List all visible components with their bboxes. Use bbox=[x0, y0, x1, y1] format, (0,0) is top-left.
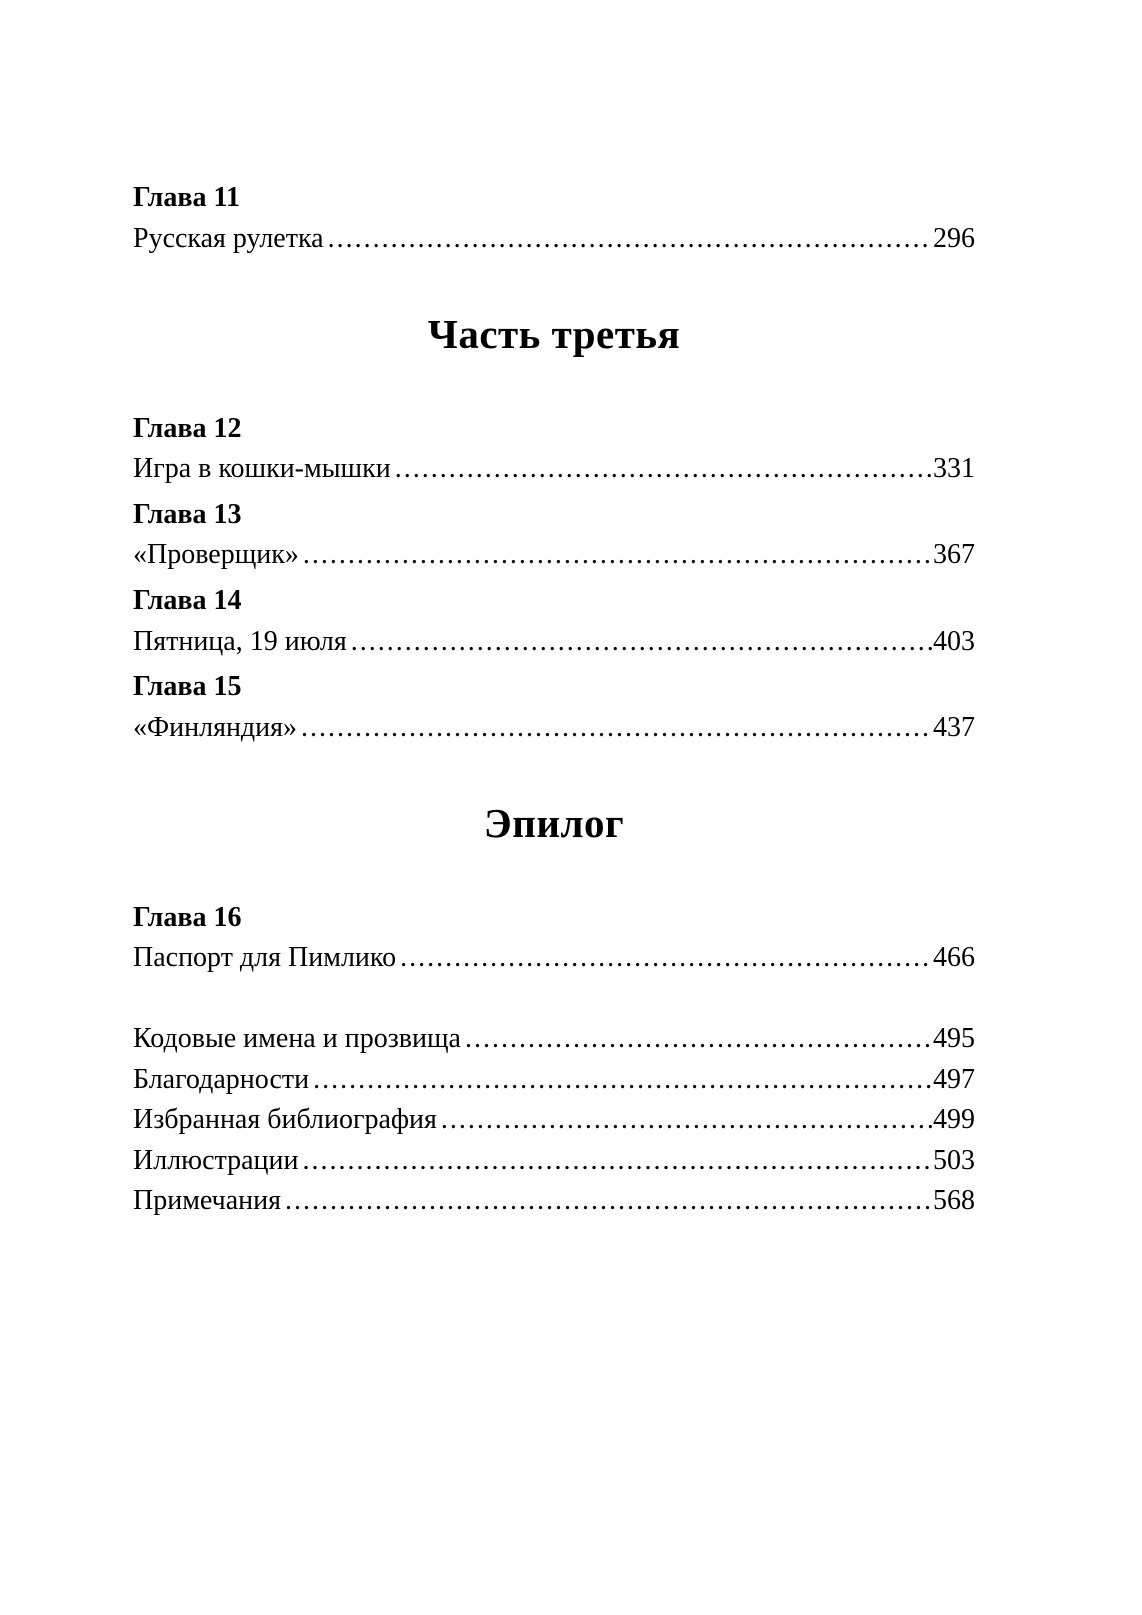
dot-leader bbox=[395, 449, 932, 490]
chapter-label: Глава 11 bbox=[133, 182, 240, 213]
chapter-label: Глава 16 bbox=[133, 901, 242, 933]
chapter-title: Паспорт для Пимлико bbox=[133, 942, 397, 974]
dot-leader bbox=[351, 622, 932, 663]
toc-row bbox=[133, 219, 975, 260]
page-number: 367 bbox=[933, 539, 975, 571]
dot-leader bbox=[400, 938, 932, 979]
dot-leader bbox=[301, 708, 932, 749]
page-number: 331 bbox=[933, 453, 975, 485]
toc-row bbox=[133, 938, 975, 979]
toc-entry-chapter-12 bbox=[133, 409, 975, 490]
toc-entry-bibliography bbox=[133, 1100, 975, 1141]
dot-leader bbox=[302, 1141, 932, 1182]
toc-row bbox=[133, 535, 975, 576]
section-heading-epilogue: Эпилог bbox=[483, 800, 625, 847]
toc-entry-chapter-16 bbox=[133, 898, 975, 979]
dot-leader bbox=[303, 535, 932, 576]
page-number: 499 bbox=[933, 1104, 975, 1136]
chapter-label: Глава 14 bbox=[133, 585, 242, 616]
entry-title: Избранная библиография bbox=[133, 1104, 437, 1136]
entry-title: Благодарности bbox=[133, 1063, 310, 1095]
toc-row bbox=[133, 449, 975, 490]
toc-entry-chapter-11 bbox=[133, 178, 975, 259]
chapter-title: Русская рулетка bbox=[133, 222, 324, 254]
toc-row bbox=[133, 708, 975, 749]
page-number: 466 bbox=[933, 942, 975, 974]
dot-leader bbox=[441, 1100, 932, 1141]
page-number: 568 bbox=[933, 1185, 975, 1217]
entry-title: Иллюстрации bbox=[133, 1144, 299, 1176]
toc-entry-notes bbox=[133, 1181, 975, 1222]
toc-entry-chapter-15 bbox=[133, 667, 975, 748]
back-matter-list bbox=[133, 1019, 975, 1222]
chapter-title: Пятница, 19 июля bbox=[133, 625, 347, 657]
section-heading-part-three: Часть третья bbox=[427, 311, 681, 358]
chapter-title: «Проверщик» bbox=[133, 539, 299, 571]
page-number: 495 bbox=[933, 1023, 975, 1054]
page-number: 503 bbox=[933, 1144, 975, 1176]
chapter-label: Глава 12 bbox=[133, 412, 242, 444]
entry-title: Кодовые имена и прозвища bbox=[133, 1023, 461, 1054]
entry-title: Примечания bbox=[133, 1185, 282, 1217]
page-number: 437 bbox=[933, 711, 975, 743]
toc-entry-illustrations bbox=[133, 1141, 975, 1182]
dot-leader bbox=[328, 219, 932, 260]
dot-leader bbox=[313, 1060, 932, 1101]
chapter-title: Игра в кошки-мышки bbox=[133, 453, 391, 485]
page-number: 296 bbox=[933, 222, 975, 254]
page-number: 497 bbox=[933, 1063, 975, 1095]
dot-leader bbox=[285, 1181, 932, 1222]
page-number: 403 bbox=[933, 625, 975, 657]
toc-row bbox=[133, 622, 975, 663]
table-of-contents bbox=[133, 178, 975, 1222]
chapter-label: Глава 15 bbox=[133, 671, 242, 703]
toc-entry-code-names bbox=[133, 1019, 975, 1060]
chapter-title: «Финляндия» bbox=[133, 711, 298, 743]
toc-entry-acknowledgements bbox=[133, 1060, 975, 1101]
toc-entry-chapter-14 bbox=[133, 581, 975, 662]
toc-entry-chapter-13 bbox=[133, 495, 975, 576]
dot-leader bbox=[465, 1019, 932, 1060]
chapter-label: Глава 13 bbox=[133, 498, 242, 530]
